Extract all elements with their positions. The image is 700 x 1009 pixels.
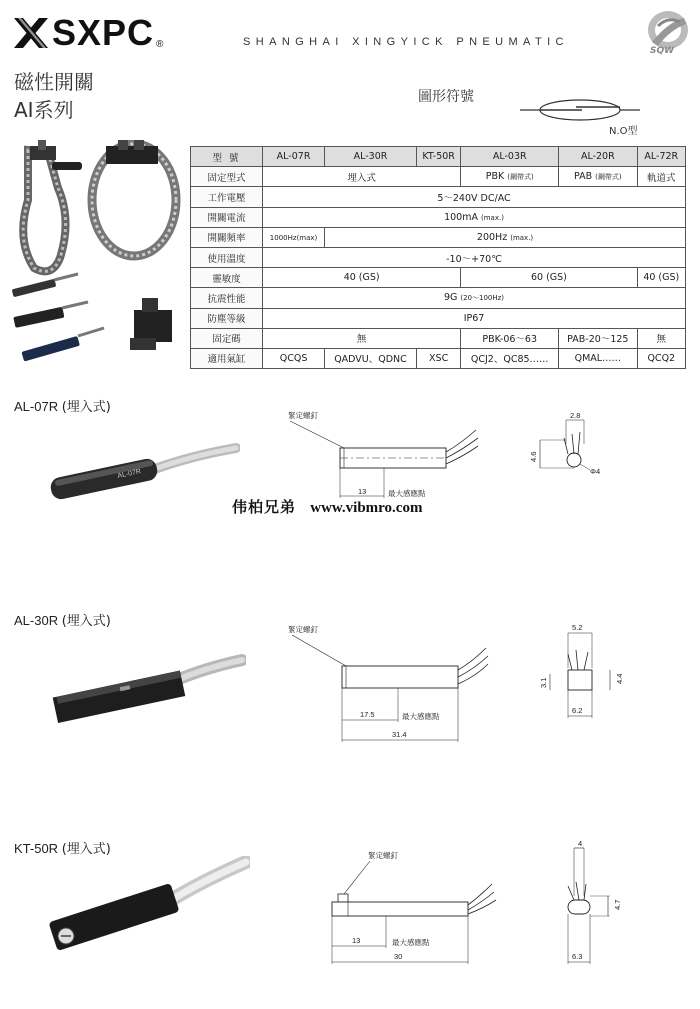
watermark-company: 伟柏兄弟	[232, 498, 297, 516]
company-tagline: SHANGHAI XINGYICK PNEUMATIC	[243, 36, 569, 48]
table-row	[191, 328, 686, 348]
section-title-kt50r: KT-50R (埋入式)	[14, 841, 111, 857]
table-cell: 40 (GS)	[637, 268, 685, 288]
row-label: 固定型式	[191, 167, 263, 187]
table-cell: -10～+70℃	[263, 247, 686, 267]
table-cell: 100mA (max.)	[263, 207, 686, 227]
table-cell: 1000Hz(max)	[263, 227, 325, 247]
table-row	[191, 308, 686, 328]
sensor-print-label: AL-07R	[116, 468, 142, 480]
header-cell-al20r: AL-20R	[559, 147, 637, 167]
section-title-al07r: AL-07R (埋入式)	[14, 399, 111, 415]
drawing-kt50r-side	[318, 848, 498, 968]
table-cell: QCQS	[263, 348, 325, 368]
table-cell: 無	[637, 328, 685, 348]
row-label: 抗震性能	[191, 288, 263, 308]
watermark	[232, 496, 422, 517]
row-label: 開關頻率	[191, 227, 263, 247]
symbol-type: N.O型	[609, 126, 638, 137]
table-row	[191, 268, 686, 288]
table-cell: PAB-20～125	[559, 328, 637, 348]
dim-end-width: 2.8	[570, 411, 581, 420]
table-row	[191, 227, 686, 247]
registered-mark: ®	[156, 39, 165, 50]
logo-text: SXPC	[52, 12, 155, 53]
screw-label: 緊定螺釘	[368, 851, 398, 860]
section-title-al30r: AL-30R (埋入式)	[14, 613, 111, 629]
symbol-label: 圖形符號	[418, 89, 474, 105]
screw-label: 緊定螺釘	[288, 625, 318, 634]
page-title: 磁性開關	[14, 70, 94, 94]
dim-sense-distance: 13	[352, 936, 361, 945]
brand-mark-text: SQW	[650, 46, 675, 56]
table-cell: QMAL……	[559, 348, 637, 368]
table-cell: 200Hz (max.)	[325, 227, 686, 247]
spec-table-header	[191, 147, 686, 167]
series-title: AI系列	[14, 98, 74, 122]
table-row	[191, 207, 686, 227]
dim-end-height: 4.6	[529, 451, 538, 462]
drawing-al07r-end	[528, 404, 608, 480]
product-photo-al30r	[46, 650, 246, 730]
product-photo-collage	[8, 140, 188, 372]
table-cell: IP67	[263, 308, 686, 328]
table-cell: 5～240V DC/AC	[263, 187, 686, 207]
header-cell-al30r: AL-30R	[325, 147, 417, 167]
header-cell-al07r: AL-07R	[263, 147, 325, 167]
table-cell: PBK-06～63	[461, 328, 559, 348]
row-label: 開關電流	[191, 207, 263, 227]
table-cell: 軌道式	[637, 167, 685, 187]
watermark-url: www.vibmro.com	[310, 500, 423, 516]
dim-end-top: 4	[578, 839, 583, 848]
sense-point-label: 最大感應點	[402, 712, 440, 721]
table-cell: XSC	[416, 348, 460, 368]
spec-table	[190, 146, 686, 369]
table-row	[191, 288, 686, 308]
sense-point-label: 最大感應點	[388, 489, 426, 498]
drawing-al30r-side	[280, 622, 490, 746]
row-label: 靈敏度	[191, 268, 263, 288]
company-logo	[14, 12, 164, 54]
header-cell-model: 型 號	[191, 147, 263, 167]
table-cell: PAB (鋼帶式)	[559, 167, 637, 187]
header-cell-kt50r: KT-50R	[416, 147, 460, 167]
table-cell: PBK (鋼帶式)	[461, 167, 559, 187]
product-photo-al07r	[40, 440, 240, 520]
table-row	[191, 167, 686, 187]
table-cell: 40 (GS)	[263, 268, 461, 288]
table-cell: QCJ2、QC85……	[461, 348, 559, 368]
dim-length: 30	[394, 952, 403, 961]
dim-length: 31.4	[392, 730, 407, 739]
screw-label: 緊定螺釘	[288, 411, 318, 420]
table-row	[191, 187, 686, 207]
product-photo-kt50r	[40, 856, 250, 956]
table-cell: QCQ2	[637, 348, 685, 368]
dim-end-left: 3.1	[539, 677, 548, 688]
dim-sense-distance: 13	[358, 487, 367, 496]
table-cell: 無	[263, 328, 461, 348]
dim-end-bottom: 6.2	[572, 706, 583, 715]
dim-end-top: 5.2	[572, 623, 583, 632]
row-label: 工作電壓	[191, 187, 263, 207]
drawing-al30r-end	[528, 618, 624, 724]
row-label: 使用溫度	[191, 247, 263, 267]
table-cell: QADVU、QDNC	[325, 348, 417, 368]
header-cell-al03r: AL-03R	[461, 147, 559, 167]
table-cell: 60 (GS)	[461, 268, 637, 288]
dim-diameter: Φ4	[590, 467, 601, 476]
dim-end-right: 4.7	[613, 899, 622, 910]
dim-end-bottom: 6.3	[572, 952, 583, 961]
dim-end-right: 4.4	[615, 673, 624, 684]
row-label: 適用氣缸	[191, 348, 263, 368]
drawing-kt50r-end	[546, 836, 626, 968]
sense-point-label: 最大感應點	[392, 938, 430, 947]
drawing-al07r-side	[280, 404, 480, 500]
row-label: 防塵等級	[191, 308, 263, 328]
logo-x-mark	[14, 18, 48, 48]
dim-sense-distance: 17.5	[360, 710, 375, 719]
row-label: 固定碼	[191, 328, 263, 348]
header-cell-al72r: AL-72R	[637, 147, 685, 167]
table-cell: 9G (20～100Hz)	[263, 288, 686, 308]
table-cell: 埋入式	[263, 167, 461, 187]
table-row	[191, 348, 686, 368]
table-row	[191, 247, 686, 267]
